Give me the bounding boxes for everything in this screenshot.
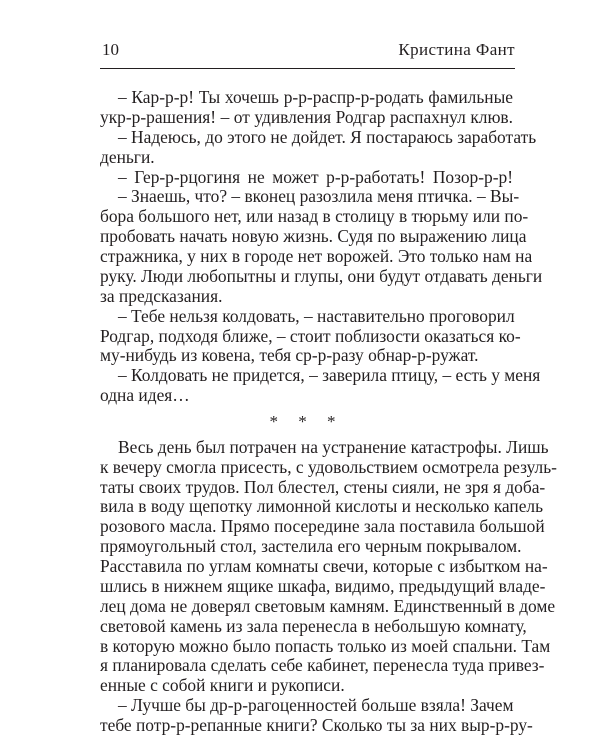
section-separator: * * * <box>269 412 344 431</box>
text-line: бора большого нет, или назад в столицу в тюрьму или по- <box>100 206 529 226</box>
text-line: прямоугольный стол, застелила его черным покрывалом. <box>100 536 522 556</box>
text-line: тебе потр-р-репанные книги? Сколько ты за них выр-р-ру- <box>100 715 533 735</box>
text-line: Весь день был потрачен на устранение катастрофы. Лишь <box>118 437 549 457</box>
text-line: деньги. <box>100 147 155 167</box>
page-header <box>100 29 515 61</box>
text-line: в которую можно было попасть только из моей спальни. Там <box>100 636 551 656</box>
text-line: – Колдовать не придется, – заверила птицу, – есть у меня <box>118 365 541 385</box>
text-line: – Лучше бы др-р-рагоценностей больше взяла! Зачем <box>118 695 514 715</box>
page-number: 10 <box>102 40 119 59</box>
text-line: – Знаешь, что? – вконец разозлила меня птичка. – Вы- <box>118 186 520 206</box>
text-line: таты своих трудов. Пол блестел, стены сияли, не зря я доба- <box>100 477 546 497</box>
header-rule <box>100 68 515 69</box>
text-line: – Надеюсь, до этого не дойдет. Я постараюсь заработать <box>118 127 537 147</box>
text-line: му-нибудь из ковена, тебя ср-р-разу обнар-р-ружат. <box>100 345 479 365</box>
text-line: укр-р-рашения! – от удивления Родгар распахнул клюв. <box>100 107 513 127</box>
text-line: пробовать начать новую жизнь. Судя по выражению лица <box>100 226 527 246</box>
text-line: к вечеру смогла присесть, с удовольствием осмотрела резуль- <box>100 457 557 477</box>
text-line: вила в воду щепотку лимонной кислоты и несколько капель <box>100 496 544 516</box>
text-line: розового масла. Прямо посередине зала поставила большой <box>100 516 545 536</box>
running-title: Кристина Фант <box>398 40 515 59</box>
text-line: – Гер-р-рцогиня не может р-р-работать! Позор-р-р! <box>118 167 513 187</box>
text-line: руку. Люди любопытны и глупы, они будут отдавать деньги <box>100 266 543 286</box>
text-line: Родгар, подходя ближе, – стоит поблизости оказаться ко- <box>100 326 521 346</box>
text-line: лец дома не доверял световым камням. Единственный в доме <box>100 596 556 616</box>
text-line: за предсказания. <box>100 286 223 306</box>
text-line: – Тебе нельзя колдовать, – наставительно проговорил <box>118 306 515 326</box>
text-line: я планировала сделать себе кабинет, перенесла туда привез- <box>100 655 545 675</box>
text-line: световой камень из зала перенесла в небольшую комнату, <box>100 616 527 636</box>
text-line: шлись в нижнем ящике шкафа, видимо, предыдущий владе- <box>100 576 546 596</box>
text-line: одна идея… <box>100 385 190 405</box>
text-line: – Кар-р-р! Ты хочешь р-р-распр-р-родать фамильные <box>118 87 513 107</box>
text-line: енные с собой книги и рукописи. <box>100 675 345 695</box>
text-line: стражника, у них в городе нет ворожей. Это только нам на <box>100 246 533 266</box>
text-line: Расставила по углам комнаты свечи, которые с избытком на- <box>100 556 548 576</box>
